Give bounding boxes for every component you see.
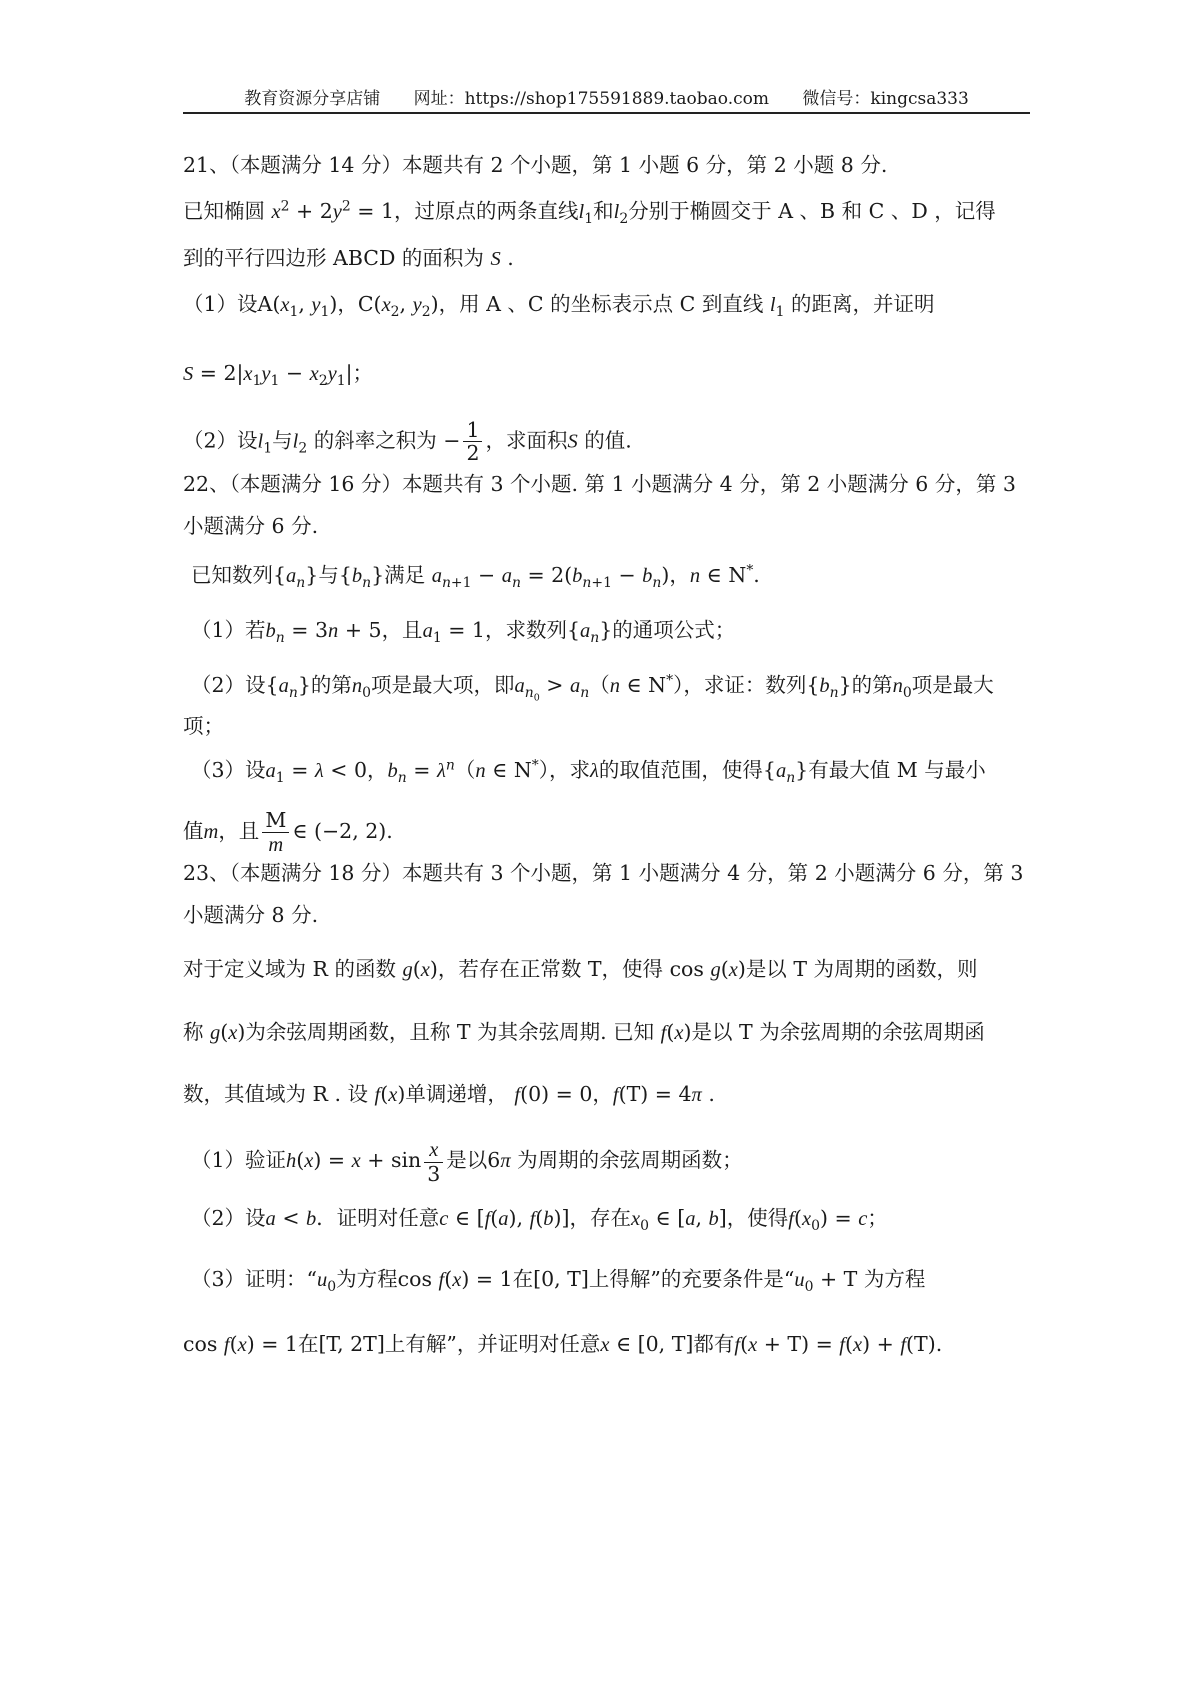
header-wechat: 微信号：kingcsa333: [802, 89, 969, 109]
q23-title-line1: 23、（本题满分 18 分）本题共有 3 个小题，第 1 小题满分 4 分，第 2 小题满分 6 分，第 3: [183, 861, 1024, 886]
q23-stem-line1: 对于定义域为 R 的函数 g(x)，若存在正常数 T，使得 cos g(x)是以 T 为周期的函数，则: [183, 956, 978, 981]
q23-part3: （3）证明：“$u_0$为方程cos f(x) = 1在[0, T]上得解”的充要条件是“$u_0 + T$ 为方程: [191, 1267, 926, 1295]
q21-part1: （1）设$A(x_1$, $y_1$)，$C(x_2$, $y_2$)，用 A 、C 的坐标表示点 C 到直线 $l_1$ 的距离，并证明: [183, 292, 935, 321]
q23-part3-cont: cos f(x) = 1在[T, 2T]上有解”，并证明对任意x ∈ [0, T]都有f(x + T) = f(x) + f(T).: [183, 1331, 943, 1356]
q22-stem: 已知数列$\{a_n\}$与$\{b_n\}$满足 $a_{n+1} - a_n = 2(b_{n+1} - b_n)$，n ∈ N*.: [191, 562, 760, 592]
header-url: 网址：https://shop175591889.taobao.com: [413, 89, 769, 109]
q21-part2: （2）设$l_1$与$l_2$ 的斜率之积为 − $\frac{1}{2}$ ，求面积S 的值.: [183, 417, 632, 466]
q22-part2-cont: 项；: [183, 713, 224, 738]
q21-stem-line2: 到的平行四边形 ABCD 的面积为 S .: [183, 245, 514, 270]
q22-title-line1: 22、（本题满分 16 分）本题共有 3 个小题. 第 1 小题满分 4 分，第 2 小题满分 6 分，第 3: [183, 471, 1016, 496]
header-shop: 教育资源分享店铺: [244, 89, 381, 109]
q22-part2: （2）设$\{a_n\}$的第$n_0$项是最大项，即$a_{n_0} > a_n(n$ ∈ N*），求证：数列$\{b_n\}$的第$n_0$项是最大: [191, 672, 994, 704]
q21-title: 21、（本题满分 14 分）本题共有 2 个小题，第 1 小题 6 分，第 2 小题 8 分.: [183, 153, 888, 177]
q22-part1: （1）若$b_n = 3n + 5$，且$a_1 = 1$，求数列$\{a_n\}$的通项公式；: [191, 618, 736, 647]
q23-part2: （2）设a < b．证明对任意c ∈ [f(a), f(b)]，存在$x_0$ ∈ [a, b]，使得$f(x_0) = c$；: [191, 1206, 888, 1235]
q23-part1: （1）验证h(x) = x + sin $\frac{x}{3}$ 是以6π 为周期的余弦周期函数；: [191, 1139, 743, 1186]
q23-stem-line3: 数，其值域为 R . 设 f(x)单调递增， f(0) = 0，f(T) = 4π .: [183, 1082, 715, 1107]
page-header: [183, 86, 1030, 114]
q22-part3-cont: 值m，且 $\frac{M}{m}$ ∈ (−2, 2).: [183, 808, 393, 856]
q22-part3: （3）设$a_1 = \lambda < 0$，$b_n = \lambda^n(n$ ∈ N*），求λ的取值范围，使得$\{a_n\}$有最大值 M 与最小: [191, 756, 986, 786]
q21-part1-formula: $S = 2|x_1y_1 - x_2y_1|$；: [183, 361, 373, 389]
exam-content: [183, 150, 1030, 1362]
q21-stem-line1: 已知椭圆 $x^2 + 2y^2 = 1$，过原点的两条直线$l_1$和$l_2$分别于椭圆交于 A 、B 和 C 、D ，记得: [183, 198, 996, 227]
q23-stem-line2: 称 g(x)为余弦周期函数，且称 T 为其余弦周期. 已知 f(x)是以 T 为余弦周期的余弦周期函: [183, 1019, 985, 1044]
q22-title-line2: 小题满分 6 分.: [183, 513, 319, 538]
q23-title-line2: 小题满分 8 分.: [183, 903, 319, 928]
